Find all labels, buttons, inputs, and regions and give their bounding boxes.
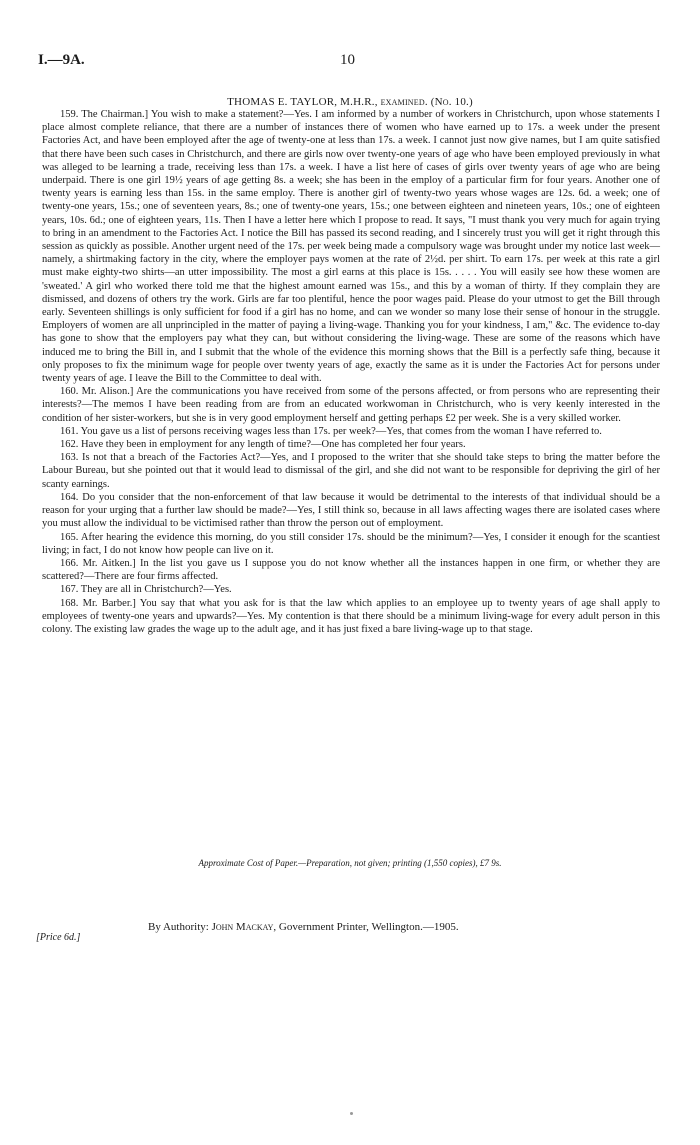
paragraph-168: 168. Mr. Barber.] You say that what you ask for is that the law which applies to an employee up to twenty years of age shall apply to employees of twenty-one years and upwards?—Yes. My contention is that there should be a minimum living-wage for every adult person in this colony. The existing law grades the wage up to the adult age, and it has just fixed a bare living-wage up to that stage. — [42, 597, 660, 635]
page-header — [38, 52, 662, 72]
paragraph-159: 159. The Chairman.] You wish to make a statement?—Yes. I am informed by a number of workers in Christchurch, upon whose statements I place almost complete reliance, that there are a number of instances there of women who have earned up to 17s. a week under the present Factories Act, and have been employed after the age of twenty-one at less than 17s. a week. I cannot just now give names, but I am quite satisfied that there have been such cases in Christchurch, and there are girls now over twenty-one years of age who have been employed previously in what was alleged to be learning a trade, receiving less than 17s. a week. I have a list here of cases of girls over twenty years of age who are being underpaid. There is one girl 19½ years of age getting 8s. a week; she has been in the employ of a particular firm for four years. Another one of twenty years is earning less than 15s. in the same employ. There is another girl of twenty-two years whose wages are 12s. 6d. a week; one of twenty-one years, 15s.; one of seventeen years, 8s.; one of twenty-one years, 15s.; one between eighteen and nineteen years, 10s.; one of eighteen years, 10s. 6d.; one of eighteen years, 11s. Then I have a letter here which I propose to read. It says, "I must thank you very much for again trying to bring in an amendment to the Factories Act. I notice the Bill has passed its second reading, and I sincerely trust you will get it right through this session as quickly as possible. Another urgent need of the 17s. per week being made a compulsory wage was brought under my notice last week—namely, a shirtmaking factory in the city, where the employer pays women at the rate of 2½d. per shirt. To earn 17s. per week at this rate a girl must make eighty-two shirts—an utter impossibility. The most a girl earns at this place is 15s. . . . . You will easily see how these women are 'sweated.' A girl who worked there told me that the highest amount earned was 15s., and this by a woman of thirty. If they complain they are dismissed, and dozens of others try the work. Girls are far too plentiful, hence the poor wages paid. Please do your utmost to get the Bill through early. Seventeen shillings is only sufficient for food if a girl has no home, and can we wonder so many lose their sense of honour in the struggle. Employers of women are all unprincipled in the matter of paying a living-wage. Thanking you for your kindness, I am," &c. The evidence to-day has gone to show that the employers pay what they can, but without considering the living-wage. These are some of the reasons which have induced me to bring the Bill in, and I submit that the whole of the evidence this morning shows that the Bill is a perfectly safe thing, because it only proposes to fix the minimum wage for people over twenty years of age, exactly the same as it is under the Factories Act for persons under twenty years of age. I leave the Bill to the Committee to deal with. — [42, 109, 660, 385]
paragraph-165: 165. After hearing the evidence this morning, do you still consider 17s. should be the minimum?—Yes, I consider it enough for the scantiest living; in fact, I do not know how people can live on it. — [42, 531, 660, 556]
paragraph-163: 163. Is not that a breach of the Factories Act?—Yes, and I proposed to the writer that she should take steps to bring the matter before the Labour Bureau, but she pointed out that it would lead to dismissal of the girl, and she did not want to be responsible for depriving the girl of her scanty earnings. — [42, 452, 660, 490]
paragraph-166: 166. Mr. Aitken.] In the list you gave us I suppose you do not know whether all the instances happen in one firm, or whether they are scattered?—There are four firms affected. — [42, 557, 660, 583]
document-reference: I.—9A. — [38, 52, 85, 68]
cost-of-paper-note: Approximate Cost of Paper.—Preparation, not given; printing (1,550 copies), £7 9s. — [198, 858, 502, 868]
price-label: [Price 6d.] — [36, 932, 81, 943]
paragraph-167: 167. They are all in Christchurch?—Yes. — [60, 584, 232, 596]
evidence-body — [42, 108, 660, 636]
authority-prefix: By Authority: — [148, 921, 212, 933]
witness-heading: THOMAS E. TAYLOR, M.H.R., examined. (No. 10.) — [227, 96, 473, 108]
paragraph-161: 161. You gave us a list of persons receiving wages less than 17s. per week?—Yes, that comes from the woman I have referred to. — [60, 425, 602, 437]
page-number: 10 — [340, 52, 355, 68]
scan-speck — [350, 1112, 353, 1115]
paragraph-162: 162. Have they been in employment for any length of time?—One has completed her four years. — [60, 439, 466, 451]
paragraph-164: 164. Do you consider that the non-enforcement of that law because it would be detrimental to the interests of that individual should be a reason for your urging that a further law should be made?—Yes, I still think so, because in all laws affecting wages there are isolated cases where you must allow the individual to be victimised rather than throw the person out of employment. — [42, 491, 660, 530]
paragraph-160: 160. Mr. Alison.] Are the communications you have received from some of the persons affected, or from persons who are representing their interests?—The memos I have been reading from are from an educated workwoman in Christchurch, who is very keenly interested in the condition of her sister-workers, but she is in very good employment herself and getting perhaps £2 per week. She is a very skilled worker. — [42, 386, 660, 424]
authority-suffix: , Government Printer, Wellington.—1905. — [273, 921, 459, 933]
printer-name: John Mackay — [211, 921, 274, 933]
printer-authority — [148, 921, 459, 933]
